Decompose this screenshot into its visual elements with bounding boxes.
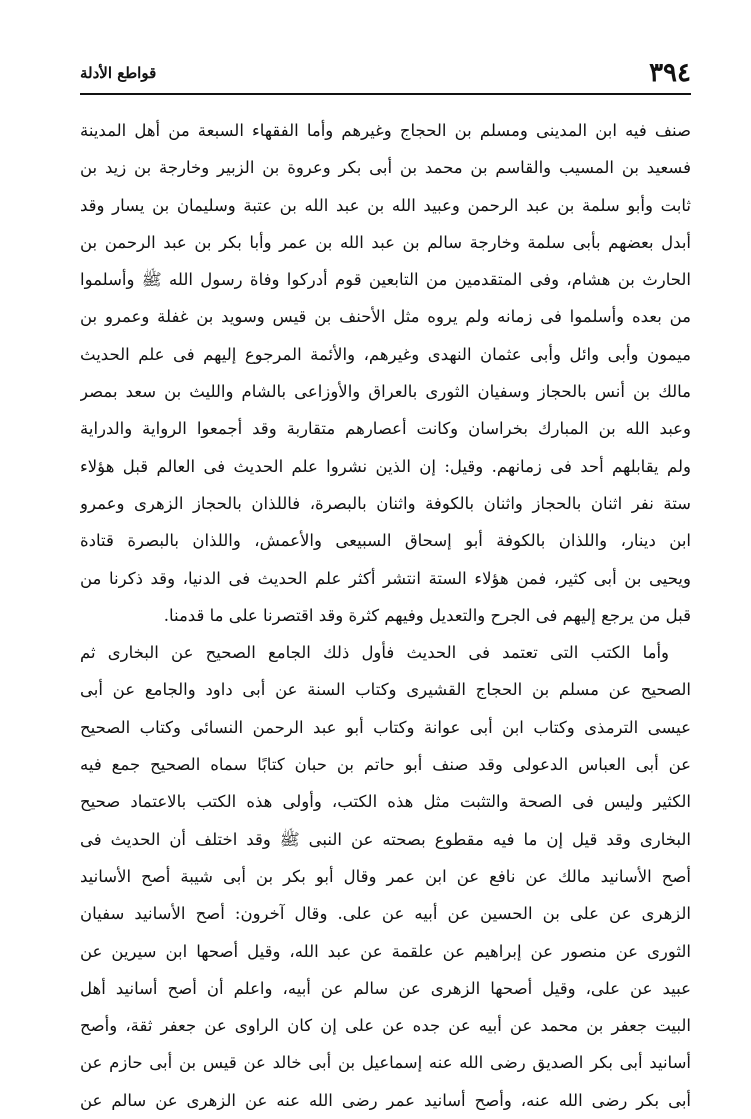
text-line: أصح الأسانيد مالك عن نافع عن ابن عمر وقال أبو بكر بن أبى شيبة أصح الأسانيد: [80, 866, 691, 886]
text-line: البخارى وقد قيل إن ما فيه مقطوع بصحته عن النبى ﷺ وقد اختلف أن الحديث فى: [80, 829, 691, 849]
text-line: الكثير وليس فى الصحة والتثبت مثل هذه الكتب، وأولى هذه الكتب بالاعتماد صحيح: [80, 792, 691, 812]
text-line: ثابت وأبو سلمة بن عبد الرحمن وعبيد الله بن عبد الله بن عتبة وسليمان بن يسار وقد: [80, 195, 691, 215]
text-line: الزهرى عن على بن الحسين عن أبيه عن على. وقال آخرون: أصح الأسانيد سفيان: [80, 904, 691, 924]
text-line: فسعيد بن المسيب والقاسم بن محمد بن أبى بكر وعروة بن الزبير وخارجة بن زيد بن: [80, 158, 691, 178]
text-line: ويحيى بن أبى كثير، فمن هؤلاء الستة انتشر أكثر علم الحديث فى الدنيا، وقد ذكرنا من: [80, 568, 691, 588]
running-title: قواطع الأدلة: [80, 64, 157, 82]
text-line: وعبد الله بن المبارك بخراسان وكانت أعصارهم متقاربة وقد أجمعوا الرواية والدراية: [80, 419, 691, 439]
header-rule: [80, 93, 691, 95]
text-line: أسانيد أبى بكر الصديق رضى الله عنه إسماعيل بن أبى خالد عن قيس بن أبى حازم عن: [80, 1053, 691, 1073]
page-header: [80, 58, 691, 94]
text-line: عن أبى العباس الدعولى وقد صنف أبو حاتم بن حبان كتابًا سماه الصحيح جمع فيه: [80, 755, 691, 775]
text-line: أبدل بعضهم بأبى سلمة وخارجة سالم بن عبد الله بن عمر وأبا بكر بن عبد الرحمن بن: [80, 232, 691, 252]
text-line: عبيد عن على، وقيل أصحها الزهرى عن سالم عن أبيه، واعلم أن أصح أسانيد أهل: [80, 978, 691, 998]
body-text: [80, 112, 691, 1119]
text-line: قبل من يرجع إليهم فى الجرح والتعديل وفيهم كثرة وقد اقتصرنا على ما قدمنا.: [163, 605, 691, 625]
text-line: ولم يقابلهم أحد فى زمانهم. وقيل: إن الذين نشروا علم الحديث فى العالم قبل هؤلاء: [80, 456, 691, 476]
text-line: الحارث بن هشام، وفى المتقدمين من التابعين قوم أدركوا وفاة رسول الله ﷺ وأسلموا: [80, 270, 691, 290]
text-line: مالك بن أنس بالحجاز وسفيان الثورى بالعراق والأوزاعى بالشام والليث بن سعد بمصر: [80, 382, 691, 402]
text-line: عيسى الترمذى وكتاب ابن أبى عوانة وكتاب أبو عبد الرحمن النسائى وكتاب الصحيح: [80, 717, 691, 737]
text-line: البيت جعفر بن محمد عن أبيه عن جده عن على إن كان الراوى عن جعفر ثقة، وأصح: [80, 1016, 691, 1036]
text-line: الصحيح عن مسلم بن الحجاج القشيرى وكتاب السنة عن أبى داود والجامع عن أبى: [80, 680, 691, 700]
text-line: صنف فيه ابن المدينى ومسلم بن الحجاج وغيرهم وأما الفقهاء السبعة من أهل المدينة: [80, 121, 691, 140]
text-line: من بعده وأسلموا فى زمانه ولم يروه مثل الأحنف بن قيس وسويد بن غفلة وعمرو بن: [80, 307, 691, 327]
text-line: ستة نفر اثنان بالحجاز واثنان بالكوفة واثنان بالبصرة، فاللذان بالحجاز الزهرى وعمرو: [80, 493, 691, 513]
page-number: ٣٩٤: [649, 58, 691, 88]
text-line: الثورى عن منصور عن إبراهيم عن علقمة عن عبد الله، وقيل أصحها ابن سيرين عن: [80, 941, 691, 961]
text-line: ابن دينار، واللذان بالكوفة أبو إسحاق السبيعى والأعمش، واللذان بالبصرة قتادة: [80, 531, 691, 551]
text-line: وأما الكتب التى تعتمد فى الحديث فأول ذلك الجامع الصحيح عن البخارى ثم: [80, 643, 669, 663]
text-line: أبى بكر رضى الله عنه، وأصح أسانيد عمر رضى الله عنه عن الزهرى عن سالم عن: [80, 1090, 691, 1110]
text-line: ميمون وأبى وائل وأبى عثمان النهدى وغيرهم، والأئمة المرجوع إليهم فى علم الحديث: [80, 344, 691, 364]
